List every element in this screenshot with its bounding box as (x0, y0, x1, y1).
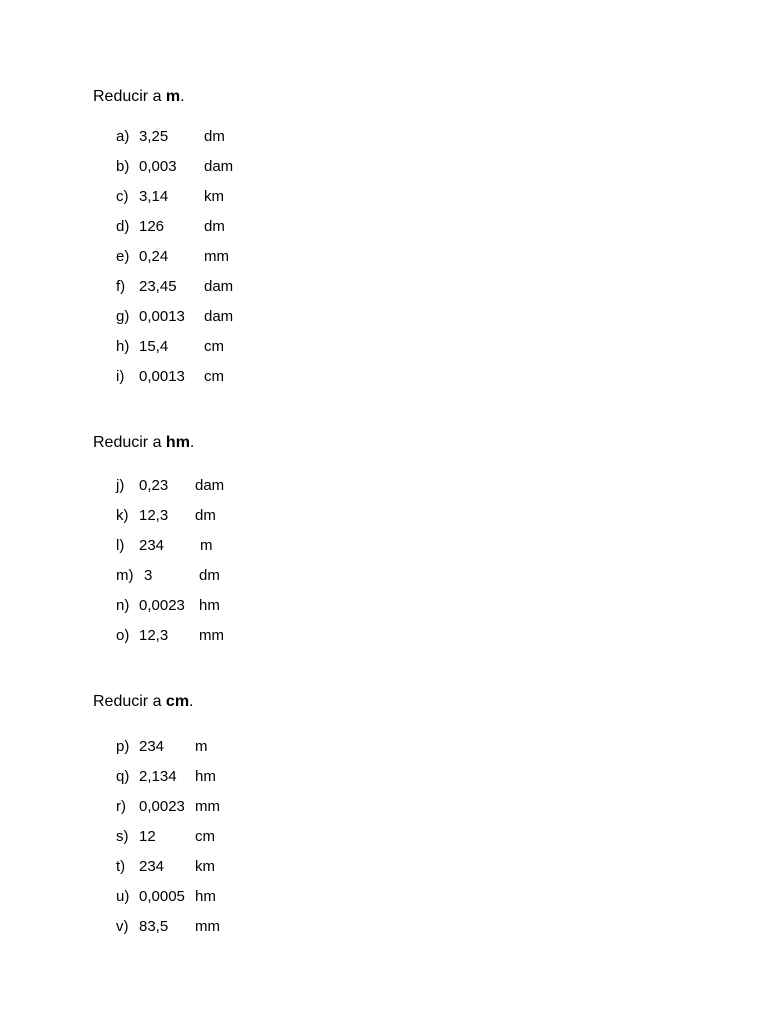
item-unit: dam (204, 278, 234, 295)
item-unit: hm (195, 768, 216, 785)
heading-unit: cm (165, 693, 190, 710)
item-unit: dam (204, 308, 234, 325)
item-unit: cm (204, 338, 224, 355)
item-label: u) (116, 888, 130, 905)
item-unit: dm (204, 128, 225, 145)
item-unit: m (200, 537, 213, 554)
item-unit: dam (204, 158, 234, 175)
item-value: 12,3 (139, 627, 169, 644)
item-value: 234 (139, 858, 165, 875)
heading-prefix: Reducir a (93, 693, 166, 710)
item-label: o) (116, 627, 130, 644)
item-label: b) (116, 158, 130, 175)
item-value: 3 (144, 567, 153, 584)
item-label: r) (116, 798, 126, 815)
item-label: c) (116, 188, 129, 205)
item-value: 0,23 (139, 477, 169, 494)
item-label: q) (116, 768, 130, 785)
item-value: 0,0005 (139, 888, 185, 905)
item-value: 0,0023 (139, 798, 185, 815)
heading-prefix: Reducir a (93, 88, 166, 105)
item-label: j) (116, 477, 125, 494)
heading-unit: m (165, 88, 181, 105)
item-unit: dam (195, 477, 225, 494)
item-value: 2,134 (139, 768, 177, 785)
item-label: a) (116, 128, 130, 145)
heading-suffix: . (189, 434, 195, 451)
item-label: m) (116, 567, 134, 584)
item-value: 234 (139, 537, 165, 554)
item-unit: dm (195, 507, 216, 524)
item-value: 234 (139, 738, 165, 755)
heading-unit: hm (165, 434, 190, 451)
item-label: e) (116, 248, 130, 265)
item-value: 83,5 (139, 918, 169, 935)
item-label: s) (116, 828, 129, 845)
item-value: 0,24 (139, 248, 169, 265)
item-unit: km (195, 858, 215, 875)
item-label: k) (116, 507, 129, 524)
heading-prefix: Reducir a (93, 434, 166, 451)
heading-suffix: . (180, 88, 185, 105)
item-unit: mm (199, 627, 224, 644)
item-unit: dm (199, 567, 220, 584)
item-unit: m (195, 738, 208, 755)
item-unit: cm (195, 828, 215, 845)
section-heading (93, 692, 194, 712)
section-heading (93, 433, 194, 453)
item-label: l) (116, 537, 125, 554)
item-value: 12 (139, 828, 156, 845)
item-unit: mm (195, 918, 220, 935)
item-value: 0,0023 (139, 597, 185, 614)
item-label: h) (116, 338, 130, 355)
item-value: 15,4 (139, 338, 169, 355)
item-value: 23,45 (139, 278, 177, 295)
item-unit: hm (199, 597, 220, 614)
section-heading (93, 87, 185, 107)
item-value: 0,003 (139, 158, 177, 175)
item-unit: hm (195, 888, 216, 905)
item-unit: cm (204, 368, 224, 385)
item-label: f) (116, 278, 126, 295)
item-label: i) (116, 368, 125, 385)
item-unit: mm (195, 798, 220, 815)
item-unit: mm (204, 248, 229, 265)
item-label: p) (116, 738, 130, 755)
item-value: 3,25 (139, 128, 169, 145)
item-label: g) (116, 308, 130, 325)
item-unit: km (204, 188, 224, 205)
item-label: n) (116, 597, 130, 614)
item-unit: dm (204, 218, 225, 235)
item-value: 126 (139, 218, 165, 235)
heading-suffix: . (189, 693, 194, 710)
item-value: 0,0013 (139, 308, 185, 325)
item-label: v) (116, 918, 129, 935)
item-value: 3,14 (139, 188, 169, 205)
item-label: t) (116, 858, 126, 875)
item-value: 0,0013 (139, 368, 185, 385)
item-value: 12,3 (139, 507, 169, 524)
item-label: d) (116, 218, 130, 235)
